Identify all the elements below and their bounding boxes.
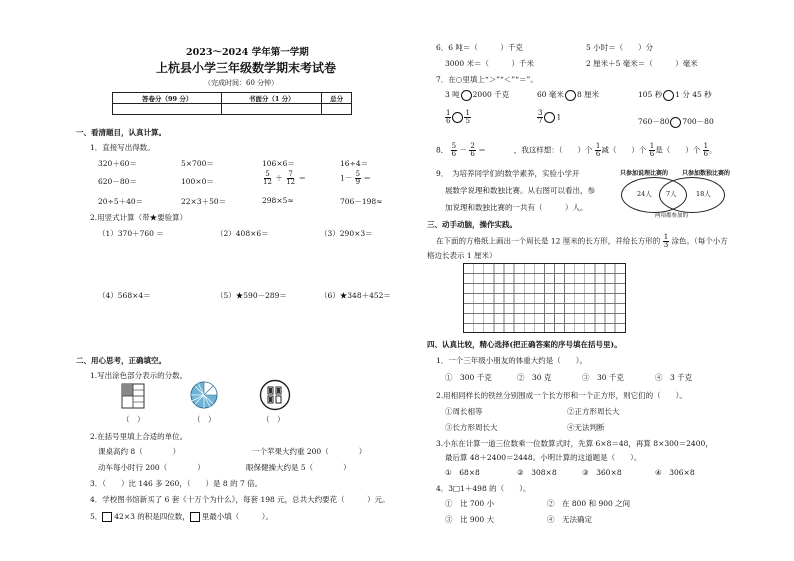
calc-item: 22×3＋50＝ [181, 197, 227, 206]
fraction-question: 1.写出涂色部分表示的分数。 [90, 371, 188, 380]
unit-question: 2.在括号里填上合适的单位。 [90, 432, 188, 441]
calc-item: 620－80＝ [98, 177, 137, 186]
unit-item: 眼保健操大约是 5（ ） [246, 463, 351, 472]
answer-blank[interactable]: （ ） [193, 415, 216, 424]
compare-circle[interactable] [544, 112, 555, 123]
venn-right-label: 只参加数独比赛的 [682, 170, 731, 177]
score-col-3: 总分 [322, 93, 352, 104]
right-column [397, 0, 794, 561]
venn-bottom-label: 两项都参加的 [655, 213, 689, 219]
question-3: 3．（ ）比 146 多 260，（ ）是 8 的 7 倍。 [90, 479, 263, 488]
choice-option[interactable]: ② 30 克 [517, 373, 552, 382]
exam-title: 上杭县小学三年级数学期末考试卷 [156, 61, 337, 75]
graph-paper-grid[interactable] [463, 263, 626, 333]
question-5: 5． 42×3 的积是四位数， 里最小填（ ）。 [90, 512, 274, 521]
venn-mid-value: 7人 [666, 190, 677, 198]
vertical-calc: （5）★590－289＝ [216, 291, 287, 300]
question-8: 8． $\frac{5}{6}$ － $\frac{2}{6}$ ＝ ，我这样想：（ ）个 $\frac{1}{6}$ 减（ ）个 $\frac{1}{6}$ 是（ ）个 $\frac{1}{6}$ 。 [436, 142, 717, 158]
fraction-diff-item: 1－ $\frac{5}{9}$ ＝ [340, 170, 372, 186]
choice-question-cont: 最后算 48＋2400＝2448。小明计算的这道题是（ ）。 [445, 453, 642, 462]
venn-left-value: 24人 [637, 190, 652, 198]
vertical-calc: （3）290×3＝ [320, 229, 373, 238]
compare-item: 60 毫米 8 厘米 [537, 90, 600, 99]
vertical-calc: （1）370＋760 ＝ [98, 229, 164, 238]
shaded-square-figure [121, 383, 145, 409]
choice-option[interactable]: ④ 无法确定 [547, 515, 592, 524]
term-title: 2023～2024 学年第一学期 [186, 47, 309, 58]
section3-instruction-cont: 格边长表示 1 厘米） [427, 251, 497, 260]
fraction: $\frac{5}{12}$ [263, 170, 272, 186]
calc-item: 20÷5＋40＝ [98, 197, 144, 206]
fraction: $\frac{5}{9}$ [355, 170, 361, 186]
choice-option[interactable]: ④无法判断 [567, 423, 605, 432]
choice-option[interactable]: ②正方形周长大 [567, 407, 620, 416]
compare-item: $\frac{3}{7}$ 1 [538, 109, 562, 125]
choice-option[interactable]: ③ 比 900 大 [445, 515, 495, 524]
compare-item: $\frac{1}{6}$ $\frac{1}{5}$ [446, 109, 470, 125]
choice-option[interactable]: ② 308×8 [517, 468, 557, 477]
section1-title: 一、看清题目，认真计算。 [76, 128, 166, 137]
choice-question: 3.小东在计算一道三位数乘一位数算式时，先算 6×8＝48，再算 8×300＝2400， [436, 439, 713, 448]
unit-item: 动车每小时行 200（ ） [98, 463, 205, 472]
choice-option[interactable]: ① 68×8 [445, 468, 480, 477]
time-note: （完成时间：60 分钟） [204, 79, 279, 87]
question-4: 4．学校图书馆新买了 6 套《十万个为什么》，每套 198 元，总共大约要花（ ）元。 [90, 495, 390, 504]
q7-prompt: 7．在○里填上“＞”“＜”“＝”。 [436, 75, 538, 84]
fraction: $\frac{7}{12}$ [286, 170, 296, 186]
choice-option[interactable]: ④ 306×8 [655, 468, 695, 477]
vertical-calc: （4）568×4＝ [98, 291, 151, 300]
vertical-calc: （6）★348＋452＝ [320, 291, 391, 300]
choice-question: 4．3□1＋498 的（ ）。 [436, 484, 531, 493]
venn-left-label: 只参加说理比赛的 [620, 170, 669, 177]
score-cell[interactable] [322, 104, 352, 115]
compare-circle[interactable] [461, 90, 472, 101]
choice-option[interactable]: ① 比 700 小 [445, 499, 495, 508]
q2-prompt: 2.用竖式计算（带★要验算） [90, 213, 188, 222]
compare-item: 105 秒 1 分 45 秒 [638, 90, 712, 99]
boxes-circle-figure [259, 379, 291, 411]
calc-item: 320＋60＝ [98, 159, 137, 168]
section3-title: 三、动手动脑，操作实践。 [427, 220, 517, 229]
choice-option[interactable]: ①周长相等 [445, 407, 483, 416]
choice-option[interactable]: ② 在 800 和 900 之间 [547, 499, 631, 508]
q6-item: 2 厘米＋5 毫米＝（ ）毫米 [586, 59, 698, 68]
calc-item: 5×700＝ [181, 159, 214, 168]
calc-item: 706－198≈ [340, 197, 383, 206]
choice-option[interactable]: ③长方形周长大 [445, 423, 498, 432]
choice-option[interactable]: ① 300 千克 [445, 373, 492, 382]
box-icon [102, 512, 112, 522]
choice-option[interactable]: ③ 30 千克 [582, 373, 624, 382]
score-col-1: 答卷分（99 分） [113, 93, 222, 104]
fraction-sum-item: $\frac{5}{12}$ ＋ $\frac{7}{12}$ ＝ [263, 170, 307, 186]
q6-item: 3000 米＝（ ）千米 [445, 59, 534, 68]
score-cell[interactable] [222, 104, 322, 115]
section3-instruction: 在下面的方格纸上画出一个周长是 12 厘米的长方形，并给长方形的 $\frac{1}{3}$ 涂色。（每个小方 [436, 233, 728, 249]
score-table [112, 92, 352, 115]
answer-blank[interactable]: （ ） [262, 415, 285, 424]
q9-line: 加说理和数独比赛的一共有（ ）人。 [445, 203, 588, 212]
choice-question: 1．一个三年级小朋友的体重大约是（ ）。 [436, 356, 588, 365]
q9-line: 9． 为培养同学们的数学素养，实验小学开 [436, 169, 580, 178]
q6-item: 5 小时＝（ ）分 [586, 43, 654, 52]
calc-item: 100×0＝ [181, 177, 214, 186]
compare-circle[interactable] [663, 90, 674, 101]
q9-line: 展数学说理和数独比赛。从右图可以看出，参 [445, 186, 595, 195]
section2-title: 二、用心思考，正确填空。 [76, 356, 166, 365]
choice-option[interactable]: ③ 360×8 [582, 468, 622, 477]
q6-item: 6．6 吨＝（ ）千克 [436, 43, 523, 52]
compare-circle[interactable] [670, 117, 681, 128]
venn-right-value: 18人 [696, 190, 711, 198]
compare-circle[interactable] [452, 112, 463, 123]
section4-title: 四、认真比较，精心选择(把正确答案的序号填在括号里)。 [427, 340, 622, 349]
unit-item: 一个苹果大约重 200（ ） [252, 447, 367, 456]
answer-blank[interactable]: （ ） [122, 415, 145, 424]
calc-item: 298×5≈ [262, 196, 294, 205]
box-icon [190, 512, 200, 522]
compare-item: 760－80 700－80 [638, 117, 714, 126]
choice-option[interactable]: ④ 3 千克 [655, 373, 693, 382]
calc-item: 16÷4＝ [340, 159, 369, 168]
score-col-2: 书面分（1 分） [222, 93, 322, 104]
shaded-circle-figure [189, 380, 219, 410]
choice-question: 2.用相同样长的铁丝分别围成一个长方形和一个正方形，则它们的（ ）。 [436, 391, 687, 400]
compare-item: 3 吨 2000 千克 [445, 90, 510, 99]
compare-circle[interactable] [565, 90, 576, 101]
unit-item: 课桌高约 8（ ） [98, 447, 181, 456]
vertical-calc: （2）408×6＝ [216, 229, 269, 238]
score-cell[interactable] [113, 104, 222, 115]
calc-item: 106×6＝ [262, 159, 295, 168]
q1-prompt: 1．直接写出得数。 [90, 143, 155, 152]
